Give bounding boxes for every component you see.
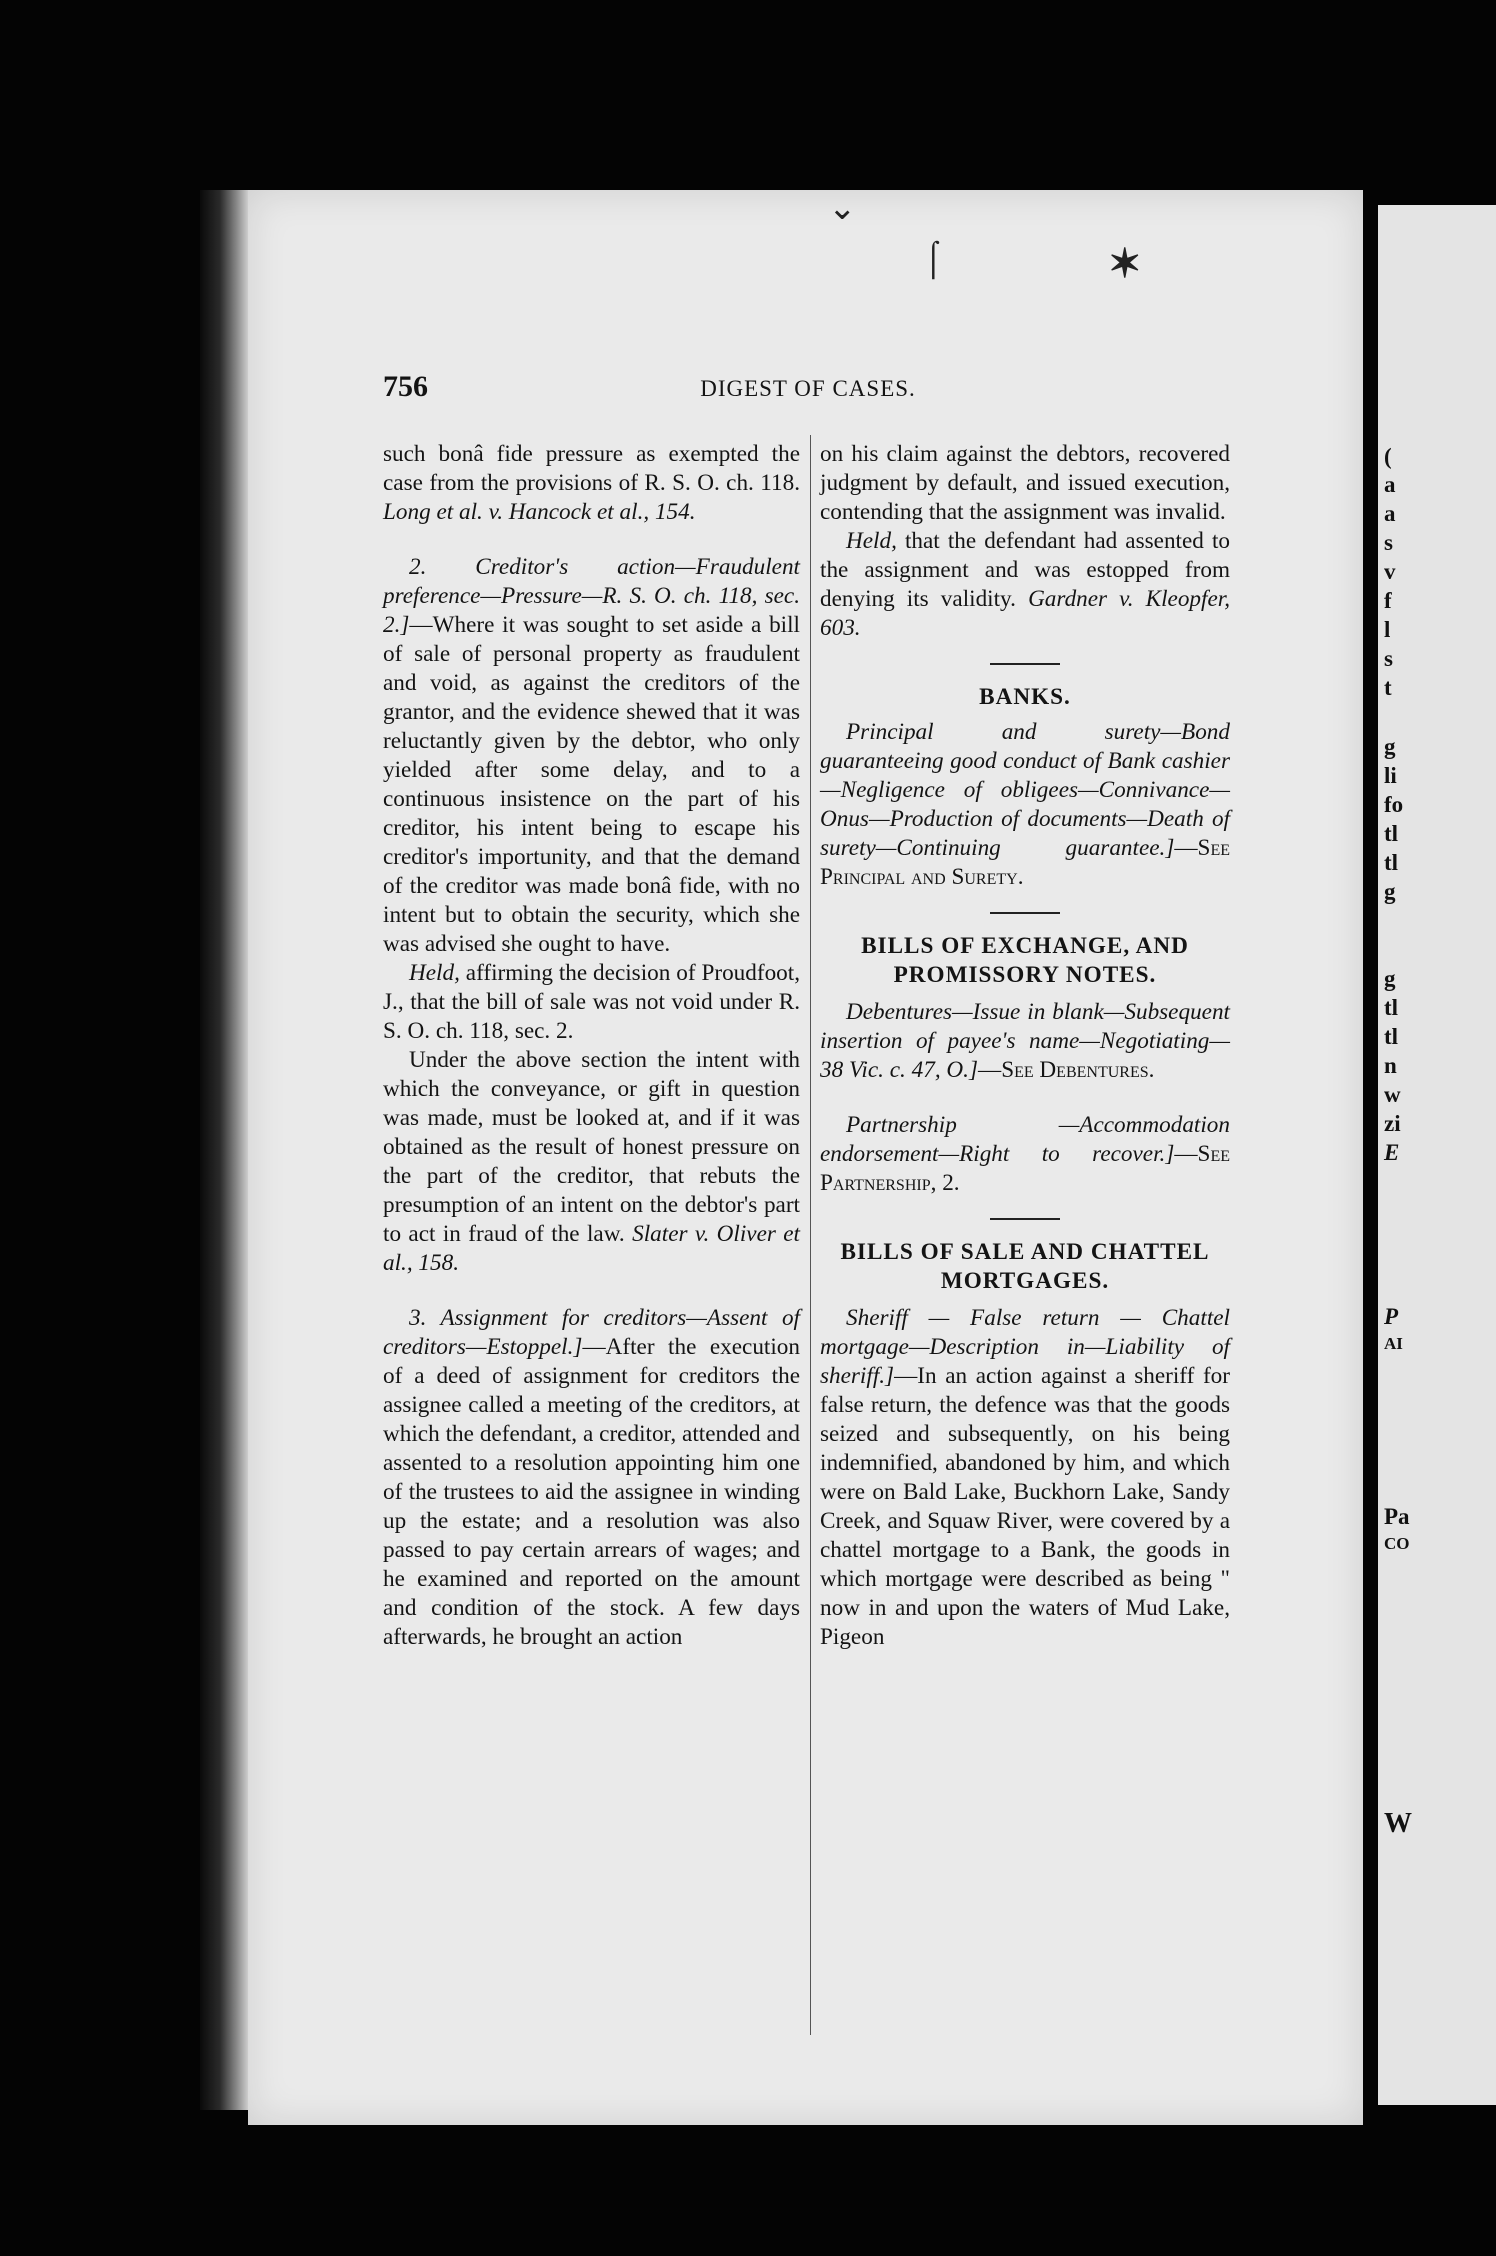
fragment-text: t — [1384, 675, 1392, 700]
entry-paragraph — [820, 1111, 1230, 1198]
entry-paragraph — [820, 718, 1230, 892]
held-label: Held, — [846, 528, 897, 554]
cross-reference: —See Partnership, 2. — [820, 1141, 1230, 1196]
cross-reference: —See Debentures. — [978, 1057, 1155, 1083]
scan-binding-edge — [200, 190, 250, 2110]
fragment-text: ( — [1384, 444, 1392, 469]
entry-heading: 3. Assignment for creditors—Assent of creditors—Estoppel.] — [383, 1305, 800, 1360]
fragment-text: AI — [1384, 1334, 1403, 1353]
fragment-text: n — [1384, 1053, 1397, 1078]
fragment-text: s — [1384, 530, 1393, 555]
entry-text: affirming the decision of Proudfoot, J., that the bill of sale was not void under R. S. O. ch. 118, sec. 2. — [383, 960, 800, 1044]
entry-text: that the defendant had assented to the assignment and was estopped from denying its validity. — [820, 528, 1230, 612]
entry-text: —Where it was sought to set aside a bill of sale of personal property as fraudulent and void, as against the creditors of the grantor, and the evidence shewed that it was reluctantly given by the debtor, who only yielded after some delay, and to a continuous insistence on the part of his creditor, his intent being to escape his creditor's importunity, and that the demand of the creditor was made bonâ fide, with no intent but to obtain the security, which she was advised she ought to have. — [383, 612, 800, 957]
fragment-text: CO — [1384, 1534, 1410, 1553]
fragment-text: l — [1384, 617, 1391, 642]
entry-heading: 2. Creditor's action—Fraudulent preference—Pressure—R. S. O. ch. 118, sec. 2.] — [383, 554, 800, 638]
entry-paragraph — [820, 440, 1230, 527]
section-rule — [990, 663, 1060, 665]
entry-paragraph — [820, 527, 1230, 643]
case-citation: Slater v. Oliver et al., 158. — [383, 1221, 800, 1276]
ink-mark: ⌠ — [923, 240, 944, 277]
entry-text: Under the above section the intent with which the conveyance, or gift in question was made, must be looked at, and if it was obtained as the result of honest pressure on the part of the creditor, that rebuts the presumption of an intent on the debtor's part to act in fraud of the law. — [383, 1047, 800, 1247]
fragment-text: P — [1384, 1304, 1399, 1329]
fragment-text: a — [1384, 501, 1396, 526]
column-divider — [810, 435, 811, 2035]
page-header — [383, 370, 1233, 410]
book-page — [248, 190, 1363, 2125]
entry-paragraph — [820, 1304, 1230, 1652]
running-head: DIGEST OF CASES. — [700, 376, 916, 401]
fragment-text: tl — [1384, 850, 1399, 875]
entry-paragraph — [383, 440, 800, 527]
fragment-text: li — [1384, 763, 1397, 788]
section-rule — [990, 1218, 1060, 1220]
facing-page-fragment — [1378, 205, 1496, 2105]
fragment-text: v — [1384, 559, 1396, 584]
fragment-text: w — [1384, 1082, 1401, 1107]
entry-text: —In an action against a sheriff for false return, the defence was that the goods seized and subsequently, on his being indemnified, abandoned by him, and which were on Bald Lake, Buckhorn Lake, Sandy Creek, and Squaw River, were covered by a chattel mortgage to a Bank, the goods in which mortgage were described as being " now in and upon the waters of Mud Lake, Pigeon — [820, 1363, 1230, 1650]
entry-text: such bonâ fide pressure as exempted the case from the provisions of R. S. O. ch. 118. — [383, 441, 800, 496]
entry-heading: Debentures—Issue in blank—Subsequent insertion of payee's name—Negotiating—38 Vic. c. 47, O.] — [820, 999, 1230, 1083]
cross-reference: —See Principal and Surety. — [820, 835, 1230, 890]
section-heading-banks: BANKS. — [979, 684, 1071, 710]
entry-paragraph — [383, 959, 800, 1046]
held-label: Held, — [409, 960, 460, 986]
entry-heading: Sheriff — False return — Chattel mortgage—Description in—Liability of sheriff.] — [820, 1305, 1230, 1389]
fragment-text: g — [1384, 966, 1396, 991]
fragment-text: s — [1384, 646, 1393, 671]
case-citation: Long et al. v. Hancock et al., 154. — [383, 499, 696, 525]
fragment-text: zi — [1384, 1111, 1401, 1136]
right-column — [820, 440, 1230, 1652]
fragment-text: g — [1384, 734, 1396, 759]
fragment-text: tl — [1384, 821, 1399, 846]
entry-text: —After the execution of a deed of assignment for creditors the assignee called a meeting of the creditors, at which the defendant, a creditor, attended and assented to a resolution appointing him one of the trustees to aid the assignee in winding up the estate; and a resolution was also passed to pay certain arrears of wages; and he examined and reported on the amount and condition of the stock. A few days afterwards, he brought an action — [383, 1334, 800, 1650]
section-heading-bills-of-sale: BILLS OF SALE AND CHATTEL MORTGAGES. — [840, 1239, 1210, 1294]
fragment-text: Pa — [1384, 1504, 1410, 1529]
ink-mark: ⌄ — [828, 190, 857, 227]
case-citation: Gardner v. Kleopfer, 603. — [820, 586, 1231, 641]
fragment-text: tl — [1384, 995, 1399, 1020]
entry-paragraph — [820, 998, 1230, 1085]
fragment-text: a — [1384, 472, 1396, 497]
entry-heading: Partnership —Accommodation endorsement—Right to recover.] — [820, 1112, 1230, 1167]
entry-paragraph — [383, 553, 800, 959]
fragment-text: f — [1384, 588, 1392, 613]
fragment-text: W — [1384, 1808, 1412, 1839]
ink-mark: ✶ — [1108, 241, 1142, 286]
fragment-text: tl — [1384, 1024, 1399, 1049]
fragment-text: g — [1384, 879, 1396, 904]
left-column — [383, 440, 800, 1652]
entry-paragraph — [383, 1304, 800, 1652]
section-rule — [990, 912, 1060, 914]
fragment-text: fo — [1384, 792, 1404, 817]
section-heading-bills-of-exchange: BILLS OF EXCHANGE, AND PROMISSORY NOTES. — [861, 933, 1189, 988]
entry-heading: Principal and surety—Bond guaranteeing good conduct of Bank cashier—Negligence of obligees—Connivance—Onus—Production of documents—Death of surety—Continuing guarantee.] — [820, 719, 1230, 861]
entry-text: on his claim against the debtors, recovered judgment by default, and issued execution, contending that the assignment was invalid. — [820, 441, 1230, 525]
entry-paragraph — [383, 1046, 800, 1278]
fragment-text: E — [1384, 1140, 1400, 1165]
page-number: 756 — [383, 370, 428, 403]
